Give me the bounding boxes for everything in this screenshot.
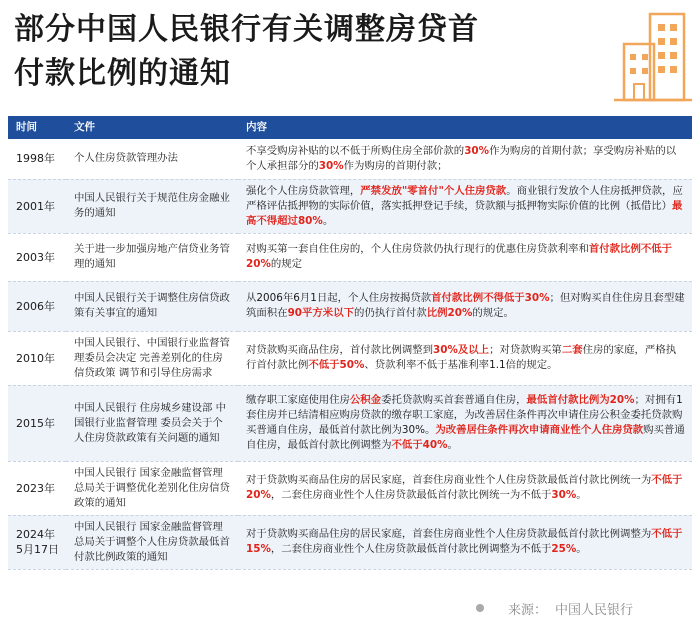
content-highlight: 最高不得超过80%: [246, 199, 683, 227]
row-time: 2001年: [8, 179, 66, 233]
row-file: 中国人民银行 住房城乡建设部 中国银行业监督管理 委员会关于个人住房贷款政策有关问题的通知: [66, 385, 238, 461]
notice-table: [8, 116, 692, 570]
building-icon: [606, 6, 696, 106]
content-text: 。商业银行发放个人住房抵押贷款，应严格评估抵押物的实际价值，落实抵押登记手续，贷款额与抵押物实际价值的比例（抵借比）: [246, 184, 683, 212]
content-text: ；对拥有1套住房并已结清相应购房贷款的缴存职工家庭，为改善居住条件再次申请住房公积金委托贷款购买普通自住房，最低首付款比例为30%。: [246, 394, 683, 436]
row-time: 2006年: [8, 281, 66, 331]
content-text: 作为购房的首期付款；享受购房补贴的以个人承担部分的: [246, 144, 677, 172]
content-text: 购买普通自住房，最低首付款比例调整为: [246, 424, 685, 451]
content-text: 对于贷款购买商品住房的居民家庭，首套住房商业性个人住房贷款最低首付款比例统一为: [246, 474, 652, 486]
row-content: [238, 233, 692, 281]
content-text: 对购买第一套自住住房的，个人住房贷款仍执行现行的优惠住房贷款利率和: [246, 243, 589, 255]
row-file: 个人住房贷款管理办法: [66, 139, 238, 179]
content-text: 住房的家庭，严格执行首付款比例: [246, 344, 677, 371]
content-text: 对贷款购买商品住房，首付款比例调整到: [246, 344, 434, 356]
content-text: 的仍执行首付款: [353, 307, 427, 319]
content-highlight: 首付款比例不低于20%: [246, 243, 673, 270]
content-highlight: 不低于40%: [391, 439, 448, 451]
table-row: [8, 385, 692, 461]
content-text: 。: [576, 489, 587, 501]
content-highlight: 比例20%: [426, 307, 473, 319]
table-header-row: [8, 116, 692, 139]
row-file: 中国人民银行 国家金融监督管理总局关于调整优化差别化住房信贷政策的通知: [66, 461, 238, 515]
content-highlight: 二套: [561, 344, 583, 356]
row-file: 中国人民银行 国家金融监督管理总局关于调整个人住房贷款最低首付款比例政策的通知: [66, 515, 238, 569]
content-text: 。: [447, 439, 458, 451]
table-row: [8, 233, 692, 281]
content-highlight: 最低首付款比例为20%: [526, 394, 635, 406]
table-row: [8, 515, 692, 569]
bullet-dot-icon: [476, 604, 484, 612]
content-text: 。: [322, 214, 334, 227]
table-row: [8, 281, 692, 331]
content-highlight: 不低于50%: [308, 359, 365, 371]
page-header: [0, 0, 700, 110]
row-content: [238, 139, 692, 179]
content-text: 。: [576, 543, 587, 555]
content-highlight: 不低于20%: [246, 474, 683, 501]
content-highlight: 90平方米以下: [287, 307, 354, 319]
row-content: [238, 179, 692, 233]
content-text: ，二套住房商业性个人住房贷款最低首付款比例统一为不低于: [270, 489, 552, 501]
row-file: 中国人民银行关于调整住房信贷政策有关事宜的通知: [66, 281, 238, 331]
page-title-line-1: 部分中国人民银行有关调整房贷首: [14, 12, 479, 47]
content-highlight: 不低于15%: [246, 528, 683, 555]
row-content: [238, 515, 692, 569]
content-highlight: 25%: [551, 543, 577, 555]
header-time: 时间: [8, 116, 66, 139]
content-text: ；但对购买自住住房且套型建筑面积在: [246, 292, 685, 319]
row-file: 中国人民银行、中国银行业监督管理委员会决定 完善差别化的住房信贷政策 调节和引导住房需求: [66, 331, 238, 385]
table-row: [8, 139, 692, 179]
row-content: [238, 385, 692, 461]
content-text: 作为购房的首期付款；: [343, 159, 448, 172]
content-highlight: 30%: [318, 159, 344, 172]
source-label: 来源：: [508, 602, 548, 618]
header-file: 文件: [66, 116, 238, 139]
content-text: ；对贷款购买第: [489, 344, 562, 356]
content-text: 的规定: [270, 258, 303, 270]
page-title: [14, 8, 574, 96]
source-line: [476, 598, 700, 618]
content-text: 不享受购房补贴的以不低于所购住房全部价款的: [246, 144, 465, 157]
row-content: [238, 331, 692, 385]
row-time: 2015年: [8, 385, 66, 461]
content-highlight: 30%及以上: [433, 344, 490, 356]
row-content: [238, 281, 692, 331]
content-highlight: 30%: [551, 489, 577, 501]
page-title-line-2: 付款比例的通知: [14, 56, 231, 91]
content-text: 对于贷款购买商品住房的居民家庭，首套住房商业性个人住房贷款最低首付款比例调整为: [246, 528, 652, 540]
table-row: [8, 179, 692, 233]
content-text: 委托贷款购买首套普通自住房，: [381, 394, 527, 406]
row-time: 1998年: [8, 139, 66, 179]
row-content: [238, 461, 692, 515]
source-name: 中国人民银行: [555, 602, 634, 618]
table-body: [8, 139, 692, 569]
table-row: [8, 461, 692, 515]
row-time: 2024年5月17日: [8, 515, 66, 569]
row-time: 2010年: [8, 331, 66, 385]
content-highlight: 30%: [464, 144, 490, 157]
row-time: 2023年: [8, 461, 66, 515]
content-highlight: 严禁发放"零首付"个人住房贷款: [360, 184, 507, 197]
content-text: 从2006年6月1日起，个人住房按揭贷款: [246, 292, 432, 304]
content-text: 缴存职工家庭使用住房: [246, 394, 350, 406]
content-text: 强化个人住房贷款管理，: [246, 184, 361, 197]
row-file: 中国人民银行关于规范住房金融业务的通知: [66, 179, 238, 233]
content-text: 、贷款利率不低于基准利率1.1倍的规定。: [364, 359, 558, 371]
row-time: 2003年: [8, 233, 66, 281]
content-text: 的规定。: [472, 307, 514, 319]
content-highlight: 为改善居住条件再次申请商业性个人住房贷款: [435, 424, 644, 436]
content-text: ，二套住房商业性个人住房贷款最低首付款比例调整为不低于: [270, 543, 552, 555]
header-content: 内容: [238, 116, 692, 139]
row-file: 关于进一步加强房地产信贷业务管理的通知: [66, 233, 238, 281]
content-highlight: 公积金: [349, 394, 382, 406]
content-highlight: 首付款比例不得低于30%: [431, 292, 550, 304]
table-row: [8, 331, 692, 385]
